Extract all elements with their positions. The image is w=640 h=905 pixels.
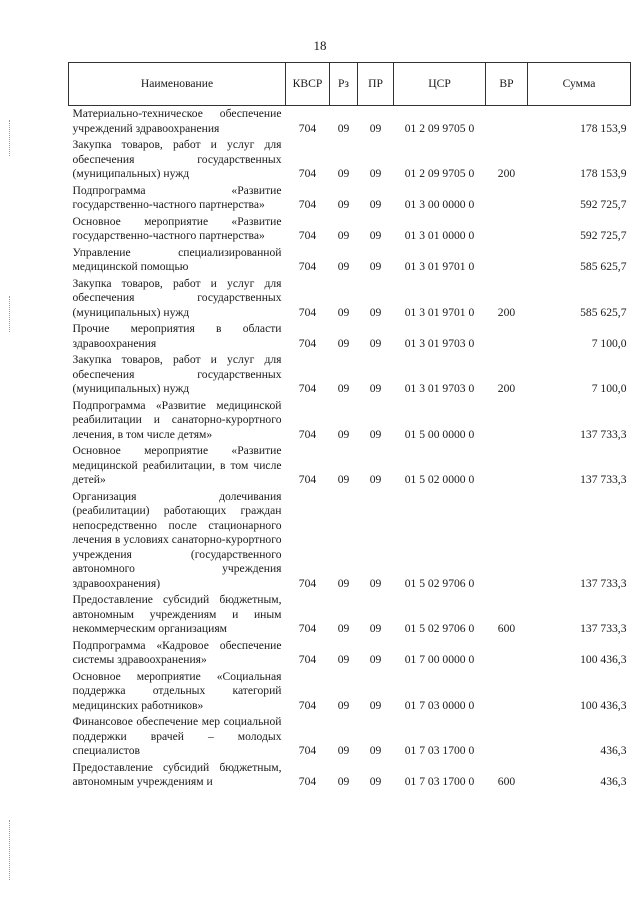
cell-pr: 09 <box>369 698 382 712</box>
cell-pr: 09 <box>369 121 382 135</box>
table-row <box>69 760 631 791</box>
cell-name: Предоставление субсидий бюджетным, автономным учреждениям и <box>72 760 282 788</box>
cell-vr <box>486 714 528 760</box>
cell-rz: 09 <box>337 775 350 788</box>
cell-csr: 01 3 01 9703 0 <box>404 336 475 350</box>
cell-csr: 01 3 01 9701 0 <box>404 260 475 273</box>
cell-vr <box>486 638 528 669</box>
cell-sum: 585 625,7 <box>580 260 627 273</box>
cell-rz: 09 <box>337 167 350 180</box>
cell-kvsr: 704 <box>298 473 317 486</box>
header-rz: Рз <box>330 63 358 106</box>
cell-sum: 7 100,0 <box>591 382 627 395</box>
cell-name: Закупка товаров, работ и услуг для обеспечения государственных (муниципальных) нужд <box>72 138 282 180</box>
cell-pr: 09 <box>369 622 382 635</box>
cell-vr <box>486 321 528 352</box>
cell-kvsr: 704 <box>298 198 317 211</box>
cell-name: Основное мероприятие «Развитие медицинской реабилитации, в том числе детей» <box>72 444 282 486</box>
table-header <box>69 63 631 106</box>
cell-csr: 01 5 00 0000 0 <box>404 427 475 441</box>
cell-rz: 09 <box>337 305 350 319</box>
cell-kvsr: 704 <box>298 576 317 590</box>
cell-sum: 100 436,3 <box>580 698 627 712</box>
cell-sum: 137 733,3 <box>580 473 627 486</box>
cell-csr: 01 2 09 9705 0 <box>404 121 475 135</box>
cell-name: Подпрограмма «Развитие государственно-частного партнерства» <box>72 183 282 211</box>
table-row <box>69 669 631 715</box>
cell-pr: 09 <box>369 260 382 273</box>
table-row <box>69 106 631 138</box>
cell-sum: 7 100,0 <box>591 336 627 350</box>
cell-vr <box>486 183 528 214</box>
cell-sum: 178 153,9 <box>580 167 627 180</box>
table-row <box>69 489 631 593</box>
cell-name: Закупка товаров, работ и услуг для обеспечения государственных (муниципальных) нужд <box>72 276 282 319</box>
cell-vr <box>486 443 528 489</box>
cell-rz: 09 <box>337 622 350 635</box>
cell-vr: 600 <box>497 775 516 788</box>
table-row <box>69 592 631 638</box>
cell-vr <box>486 106 528 138</box>
cell-vr <box>486 245 528 276</box>
cell-sum: 592 725,7 <box>580 198 627 211</box>
margin-mark <box>9 296 11 332</box>
cell-rz: 09 <box>337 229 350 242</box>
header-sum: Сумма <box>528 63 631 106</box>
cell-csr: 01 3 01 0000 0 <box>404 229 475 242</box>
cell-kvsr: 704 <box>298 305 317 319</box>
margin-mark <box>9 820 11 880</box>
table-row <box>69 321 631 352</box>
cell-pr: 09 <box>369 167 382 180</box>
cell-vr: 200 <box>497 167 516 180</box>
cell-sum: 592 725,7 <box>580 229 627 242</box>
cell-kvsr: 704 <box>298 698 317 712</box>
table-row <box>69 276 631 322</box>
cell-rz: 09 <box>337 653 350 666</box>
table-row <box>69 245 631 276</box>
cell-name: Основное мероприятие «Социальная поддержка отдельных категорий медицинских работников» <box>72 669 282 712</box>
cell-vr: 200 <box>497 305 516 319</box>
cell-csr: 01 5 02 9706 0 <box>404 622 475 635</box>
cell-vr: 600 <box>497 622 516 635</box>
cell-rz: 09 <box>337 121 350 135</box>
cell-kvsr: 704 <box>298 775 317 788</box>
cell-csr: 01 7 03 0000 0 <box>404 698 475 712</box>
table-row <box>69 398 631 444</box>
cell-pr: 09 <box>369 653 382 666</box>
cell-pr: 09 <box>369 576 382 590</box>
cell-name: Предоставление субсидий бюджетным, автономным учреждениям и иным некоммерческим организациям <box>72 593 282 635</box>
cell-name: Финансовое обеспечение мер социальной поддержки врачей – молодых специалистов <box>72 715 282 757</box>
cell-csr: 01 7 03 1700 0 <box>404 744 475 757</box>
cell-name: Основное мероприятие «Развитие государственно-частного партнерства» <box>72 214 282 242</box>
cell-kvsr: 704 <box>298 121 317 135</box>
header-pr: ПР <box>358 63 394 106</box>
cell-pr: 09 <box>369 382 382 395</box>
cell-rz: 09 <box>337 336 350 350</box>
cell-name: Управление специализированной медицинской помощью <box>72 245 282 273</box>
budget-table <box>68 62 631 791</box>
cell-csr: 01 3 01 9703 0 <box>404 382 475 395</box>
cell-name: Организация долечивания (реабилитации) работающих граждан непосредственно после стационарного лечения в условиях санаторно-курортного учреждения (государственного автономного учреждения здравоохранения) <box>72 489 282 590</box>
cell-pr: 09 <box>369 305 382 319</box>
cell-sum: 436,3 <box>600 744 627 757</box>
margin-mark <box>9 120 11 156</box>
table-row <box>69 638 631 669</box>
cell-rz: 09 <box>337 576 350 590</box>
cell-csr: 01 7 00 0000 0 <box>404 653 475 666</box>
cell-pr: 09 <box>369 229 382 242</box>
cell-csr: 01 3 00 0000 0 <box>404 198 475 211</box>
header-kvsr: КВСР <box>286 63 330 106</box>
cell-sum: 137 733,3 <box>580 576 627 590</box>
cell-vr: 200 <box>497 382 516 395</box>
cell-rz: 09 <box>337 744 350 757</box>
header-vr: ВР <box>486 63 528 106</box>
page-number: 18 <box>313 38 327 53</box>
cell-pr: 09 <box>369 473 382 486</box>
cell-name: Закупка товаров, работ и услуг для обеспечения государственных (муниципальных) нужд <box>72 353 282 395</box>
cell-kvsr: 704 <box>298 336 317 350</box>
cell-rz: 09 <box>337 382 350 395</box>
cell-vr <box>486 669 528 715</box>
cell-kvsr: 704 <box>298 229 317 242</box>
cell-csr: 01 5 02 9706 0 <box>404 576 475 590</box>
table-body <box>69 106 631 791</box>
cell-sum: 137 733,3 <box>580 427 627 441</box>
cell-kvsr: 704 <box>298 167 317 180</box>
cell-csr: 01 3 01 9701 0 <box>404 305 475 319</box>
cell-rz: 09 <box>337 198 350 211</box>
header-name: Наименование <box>69 63 286 106</box>
cell-sum: 585 625,7 <box>580 305 627 319</box>
cell-vr <box>486 489 528 593</box>
cell-csr: 01 2 09 9705 0 <box>404 167 475 180</box>
cell-kvsr: 704 <box>298 382 317 395</box>
cell-kvsr: 704 <box>298 622 317 635</box>
cell-rz: 09 <box>337 260 350 273</box>
cell-name: Подпрограмма «Развитие медицинской реабилитации и санаторно-курортного лечения, в том числе детям» <box>72 398 282 441</box>
cell-vr <box>486 214 528 245</box>
cell-pr: 09 <box>369 336 382 350</box>
cell-sum: 137 733,3 <box>580 622 627 635</box>
table-row <box>69 714 631 760</box>
table-row <box>69 214 631 245</box>
cell-csr: 01 7 03 1700 0 <box>404 775 475 788</box>
cell-kvsr: 704 <box>298 744 317 757</box>
cell-pr: 09 <box>369 198 382 211</box>
cell-kvsr: 704 <box>298 427 317 441</box>
cell-rz: 09 <box>337 698 350 712</box>
table-row <box>69 183 631 214</box>
cell-rz: 09 <box>337 427 350 441</box>
cell-name: Материально-техническое обеспечение учреждений здравоохранения <box>72 107 282 135</box>
cell-pr: 09 <box>369 427 382 441</box>
table-row <box>69 352 631 398</box>
cell-name: Подпрограмма «Кадровое обеспечение системы здравоохранения» <box>72 638 282 666</box>
table-row <box>69 137 631 183</box>
cell-vr <box>486 398 528 444</box>
header-csr: ЦСР <box>394 63 486 106</box>
cell-name: Прочие мероприятия в области здравоохранения <box>72 322 282 350</box>
cell-sum: 436,3 <box>600 775 627 788</box>
cell-sum: 178 153,9 <box>580 121 627 135</box>
cell-csr: 01 5 02 0000 0 <box>404 473 475 486</box>
cell-pr: 09 <box>369 775 382 788</box>
cell-pr: 09 <box>369 744 382 757</box>
cell-kvsr: 704 <box>298 260 317 273</box>
cell-kvsr: 704 <box>298 653 317 666</box>
cell-rz: 09 <box>337 473 350 486</box>
table-row <box>69 443 631 489</box>
cell-sum: 100 436,3 <box>580 653 627 666</box>
